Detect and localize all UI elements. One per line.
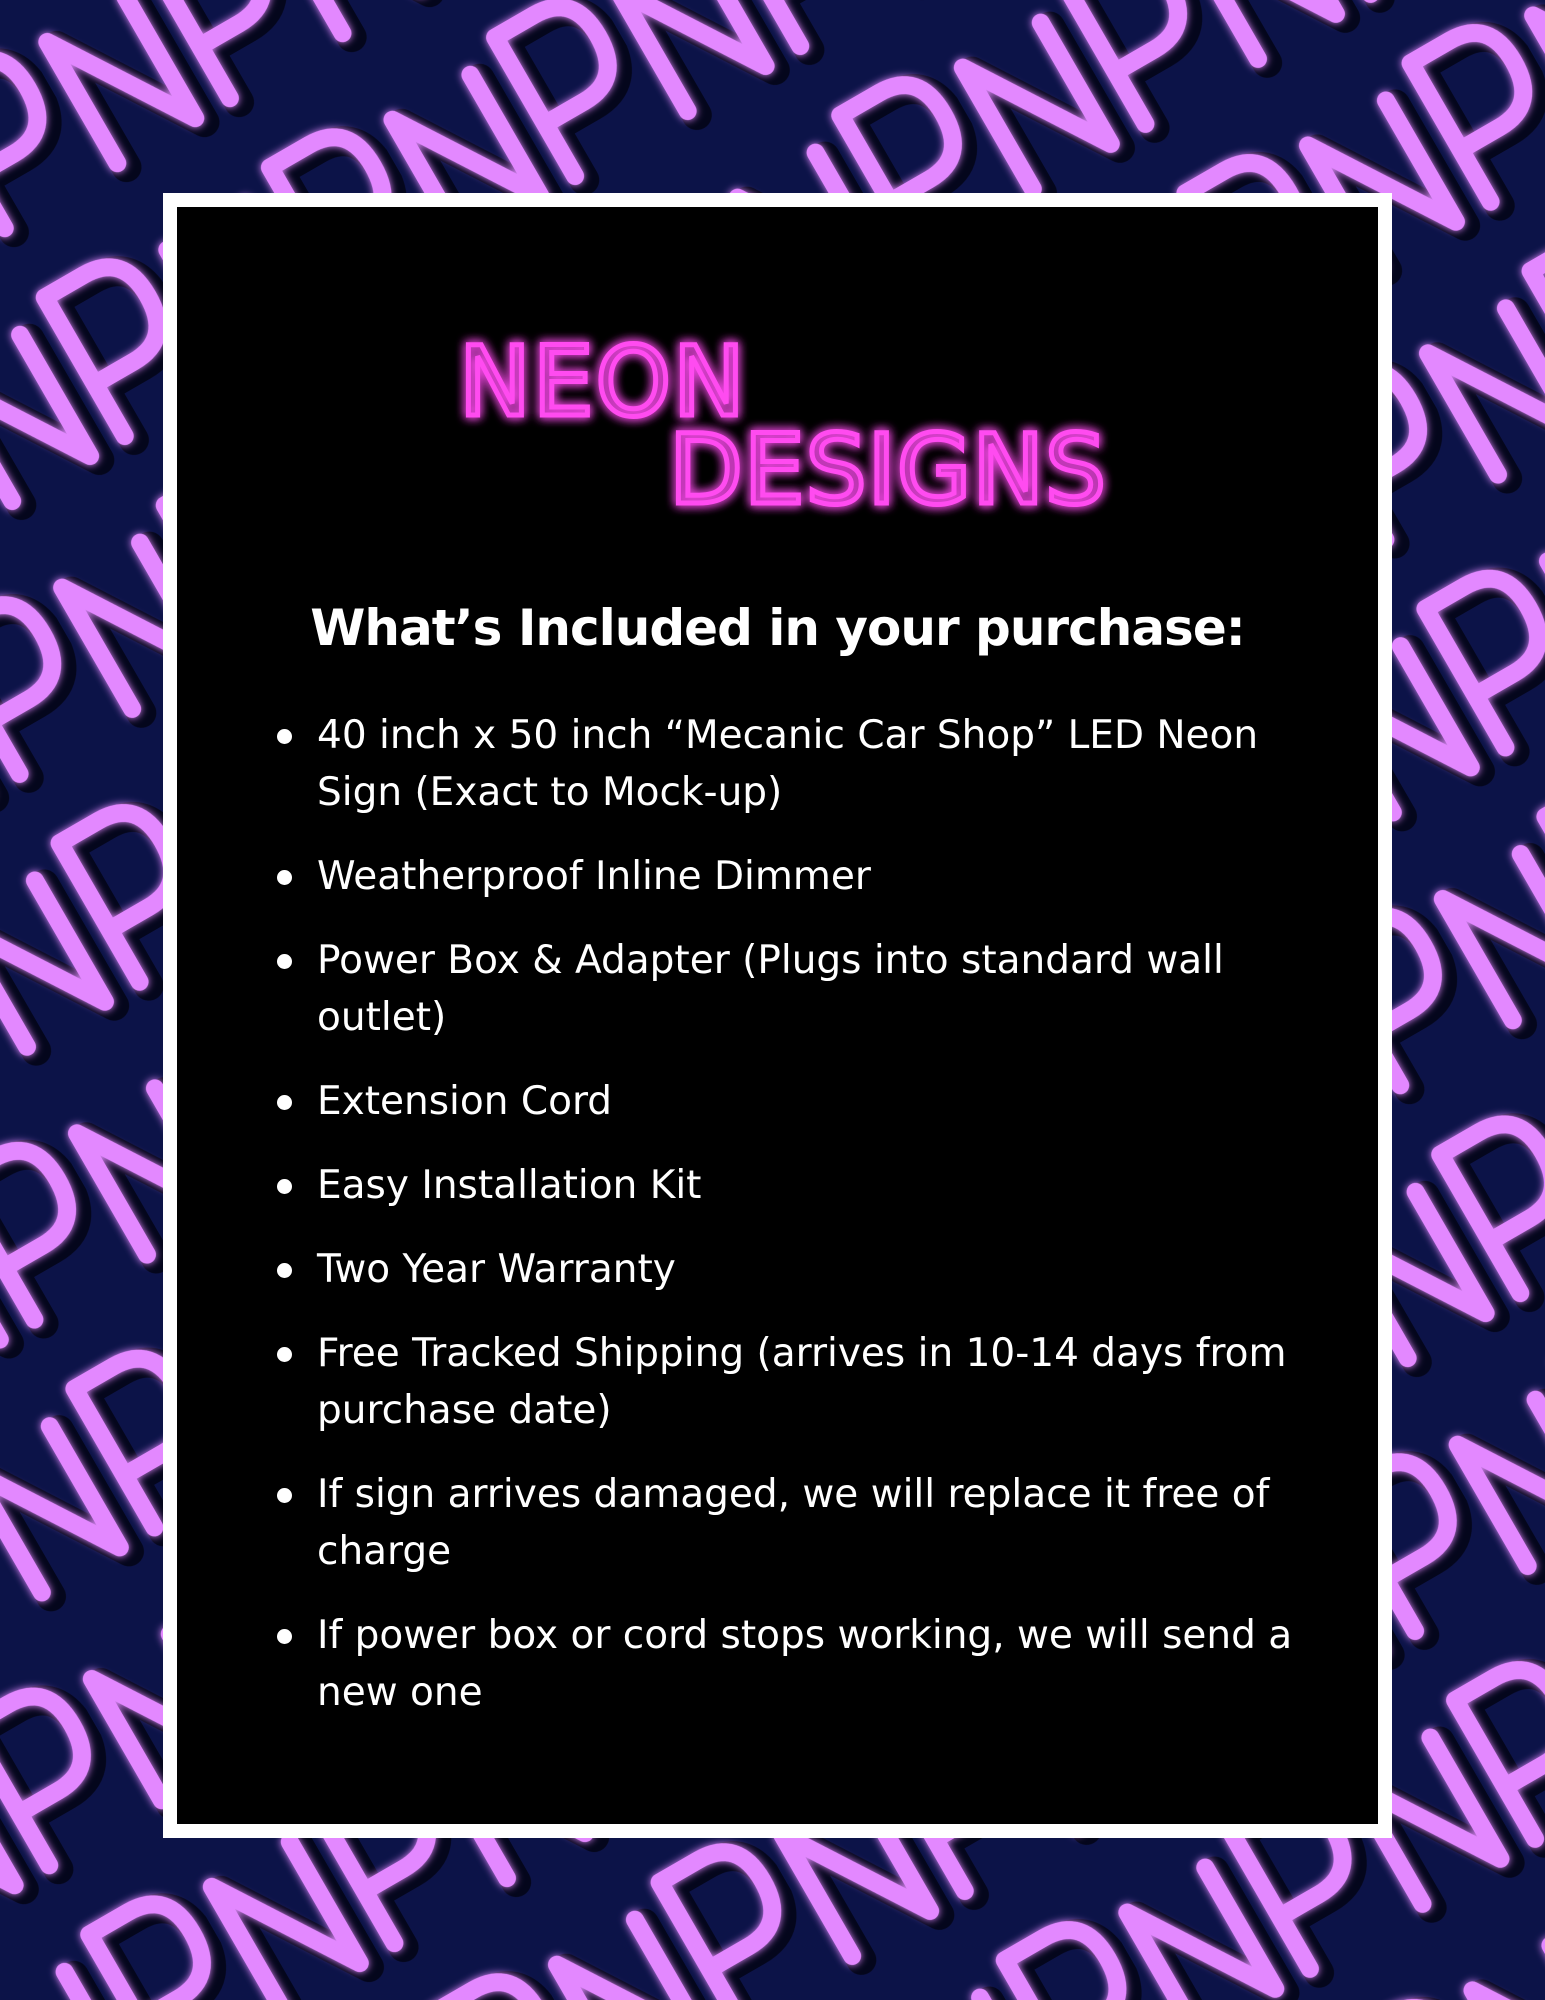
list-item-text: Power Box & Adapter (Plugs into standard wall outlet) xyxy=(317,938,1224,1040)
list-item-text: Free Tracked Shipping (arrives in 10-14 days from purchase date) xyxy=(317,1331,1287,1433)
bullet-icon xyxy=(277,729,292,744)
list-item xyxy=(317,848,1317,905)
bullet-icon xyxy=(277,1095,292,1110)
bullet-icon xyxy=(277,1347,292,1362)
list-item-text: Easy Installation Kit xyxy=(317,1163,702,1208)
included-items-list xyxy=(177,707,1378,1748)
list-item-text: 40 inch x 50 inch “Mecanic Car Shop” LED Neon Sign (Exact to Mock-up) xyxy=(317,713,1259,815)
list-item-text: Extension Cord xyxy=(317,1079,613,1124)
list-item xyxy=(317,1466,1317,1580)
list-item-text: If power box or cord stops working, we will send a new one xyxy=(317,1613,1293,1715)
bullet-icon xyxy=(277,1488,292,1503)
bullet-icon xyxy=(277,1179,292,1194)
bullet-icon xyxy=(277,954,292,969)
logo-word-neon: NEON xyxy=(459,326,747,438)
list-item xyxy=(317,1073,1317,1130)
list-item-text: Weatherproof Inline Dimmer xyxy=(317,854,871,899)
logo-word-designs: DESIGNS xyxy=(669,414,1107,526)
list-item-text: Two Year Warranty xyxy=(317,1247,676,1292)
list-item xyxy=(317,1241,1317,1298)
list-item xyxy=(317,1325,1317,1439)
bullet-icon xyxy=(277,1263,292,1278)
list-item xyxy=(317,1157,1317,1214)
content-card xyxy=(163,193,1392,1838)
neon-designs-logo xyxy=(447,307,1167,537)
bullet-icon xyxy=(277,1629,292,1644)
list-item-text: If sign arrives damaged, we will replace it free of charge xyxy=(317,1472,1270,1574)
list-item xyxy=(317,932,1317,1046)
list-item xyxy=(317,1607,1317,1721)
bullet-icon xyxy=(277,870,292,885)
list-item xyxy=(317,707,1317,821)
page-heading: What’s Included in your purchase: xyxy=(310,599,1245,657)
